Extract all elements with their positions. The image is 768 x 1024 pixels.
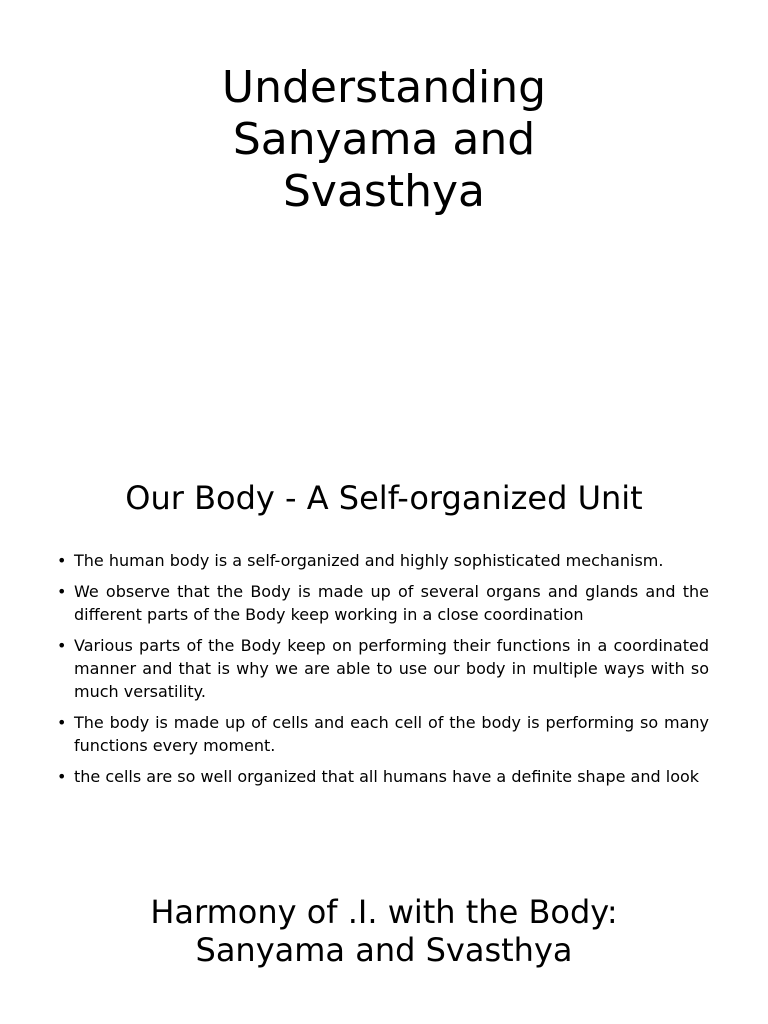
title-line: Sanyama and — [232, 114, 536, 165]
bullet-list — [57, 549, 709, 796]
slide-harmony — [0, 860, 768, 1024]
bullet-icon: • — [57, 767, 67, 786]
list-item — [57, 765, 709, 788]
title-line: Harmony of .I. with the Body: — [150, 893, 618, 931]
bullet-text: The human body is a self-organized and highly sophisticated mechanism. — [74, 551, 664, 570]
bullet-text: The body is made up of cells and each cell of the body is performing so many functions every moment. — [74, 713, 709, 755]
page-title — [0, 62, 768, 218]
bullet-text: We observe that the Body is made up of several organs and glands and the different parts of the Body keep working in a close coordination — [74, 582, 709, 624]
bullet-icon: • — [57, 551, 67, 570]
list-item — [57, 634, 709, 703]
bullet-icon: • — [57, 713, 67, 732]
section-title — [0, 893, 768, 969]
title-line: Sanyama and Svasthya — [195, 931, 573, 969]
slide-title — [0, 0, 768, 460]
list-item — [57, 549, 709, 572]
title-line: Understanding — [221, 62, 547, 113]
slide-body-unit — [0, 460, 768, 860]
bullet-icon: • — [57, 582, 67, 601]
bullet-icon: • — [57, 636, 67, 655]
bullet-text: the cells are so well organized that all humans have a definite shape and look — [74, 767, 700, 786]
bullet-text: Various parts of the Body keep on performing their functions in a coordinated manner and that is why we are able to use our body in multiple ways with so much versatility. — [74, 636, 709, 701]
list-item — [57, 711, 709, 757]
title-line: Svasthya — [283, 166, 485, 217]
list-item — [57, 580, 709, 626]
section-title: Our Body - A Self-organized Unit — [125, 479, 643, 517]
